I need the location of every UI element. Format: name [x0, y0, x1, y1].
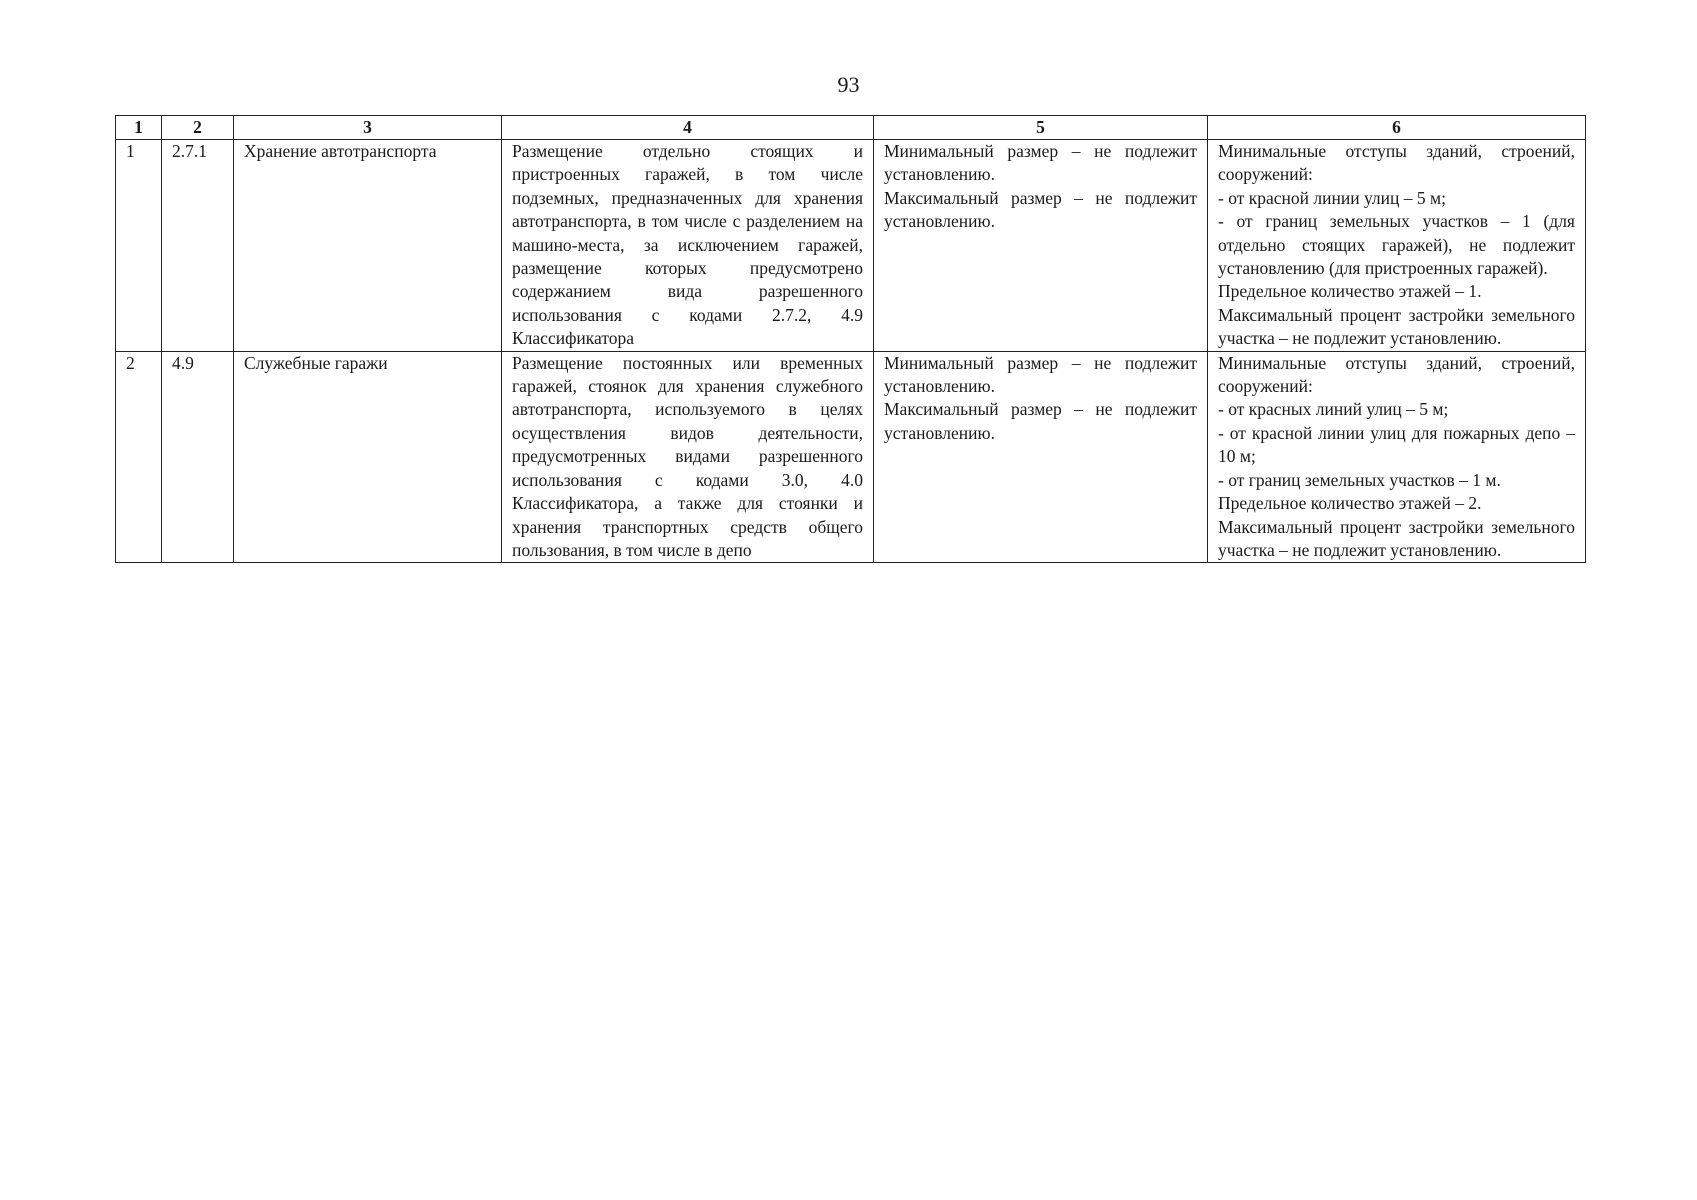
size-min: Минимальный размер – не подлежит установлению. [884, 141, 1197, 185]
header-col-5: 5 [874, 116, 1208, 140]
size-limits [874, 140, 1208, 352]
row-number: 2 [116, 351, 162, 563]
param-line: Максимальный процент застройки земельного участка – не подлежит установлению. [1218, 516, 1575, 560]
page-number: 93 [837, 72, 860, 97]
param-line: Максимальный процент застройки земельного участка – не подлежит установлению. [1218, 304, 1575, 349]
header-col-1: 1 [116, 116, 162, 140]
header-col-4: 4 [502, 116, 874, 140]
header-col-3: 3 [234, 116, 502, 140]
use-name: Хранение автотранспорта [234, 140, 502, 352]
size-max: Максимальный размер – не подлежит установлению. [884, 399, 1197, 443]
build-parameters [1208, 140, 1586, 352]
param-line: - от границ земельных участков – 1 (для отдельно стоящих гаражей), не подлежит установлению (для пристроенных гаражей). [1218, 211, 1575, 279]
header-col-6: 6 [1208, 116, 1586, 140]
use-name: Служебные гаражи [234, 351, 502, 563]
param-line: Предельное количество этажей – 2. [1218, 493, 1482, 514]
param-line: Предельное количество этажей – 1. [1218, 281, 1482, 302]
table-row [116, 140, 1586, 352]
param-line: Минимальные отступы зданий, строений, сооружений: [1218, 141, 1575, 185]
param-line: - от красной линии улиц для пожарных депо – 10 м; [1218, 422, 1575, 467]
size-min: Минимальный размер – не подлежит установлению. [884, 352, 1197, 397]
header-col-2: 2 [162, 116, 234, 140]
param-line: - от красных линий улиц – 5 м; [1218, 399, 1449, 420]
land-use-table [115, 115, 1586, 563]
param-line: Минимальные отступы зданий, строений, сооружений: [1218, 352, 1575, 397]
param-line: - от красной линии улиц – 5 м; [1218, 187, 1446, 208]
use-description: Размещение отдельно стоящих и пристроенных гаражей, в том числе подземных, предназначенных для хранения автотранспорта, в том числе с разделением на машино-места, за исключением гаражей, размещение которых предусмотрено содержанием вида разрешенного использования с кодами 2.7.2, 4.9 Классификатора [502, 140, 874, 352]
use-description: Размещение постоянных или временных гаражей, стоянок для хранения служебного автотранспорта, используемого в целях осуществления видов деятельности, предусмотренных видами разрешенного использования с кодами 3.0, 4.0 Классификатора, а также для стоянки и хранения транспортных средств общего пользования, в том числе в депо [502, 351, 874, 563]
use-code: 4.9 [162, 351, 234, 563]
table-row [116, 351, 1586, 563]
size-limits [874, 351, 1208, 563]
header-row [116, 116, 1586, 140]
size-max: Максимальный размер – не подлежит установлению. [884, 187, 1197, 232]
build-parameters [1208, 351, 1586, 563]
row-number: 1 [116, 140, 162, 352]
use-code: 2.7.1 [162, 140, 234, 352]
param-line: - от границ земельных участков – 1 м. [1218, 469, 1501, 490]
